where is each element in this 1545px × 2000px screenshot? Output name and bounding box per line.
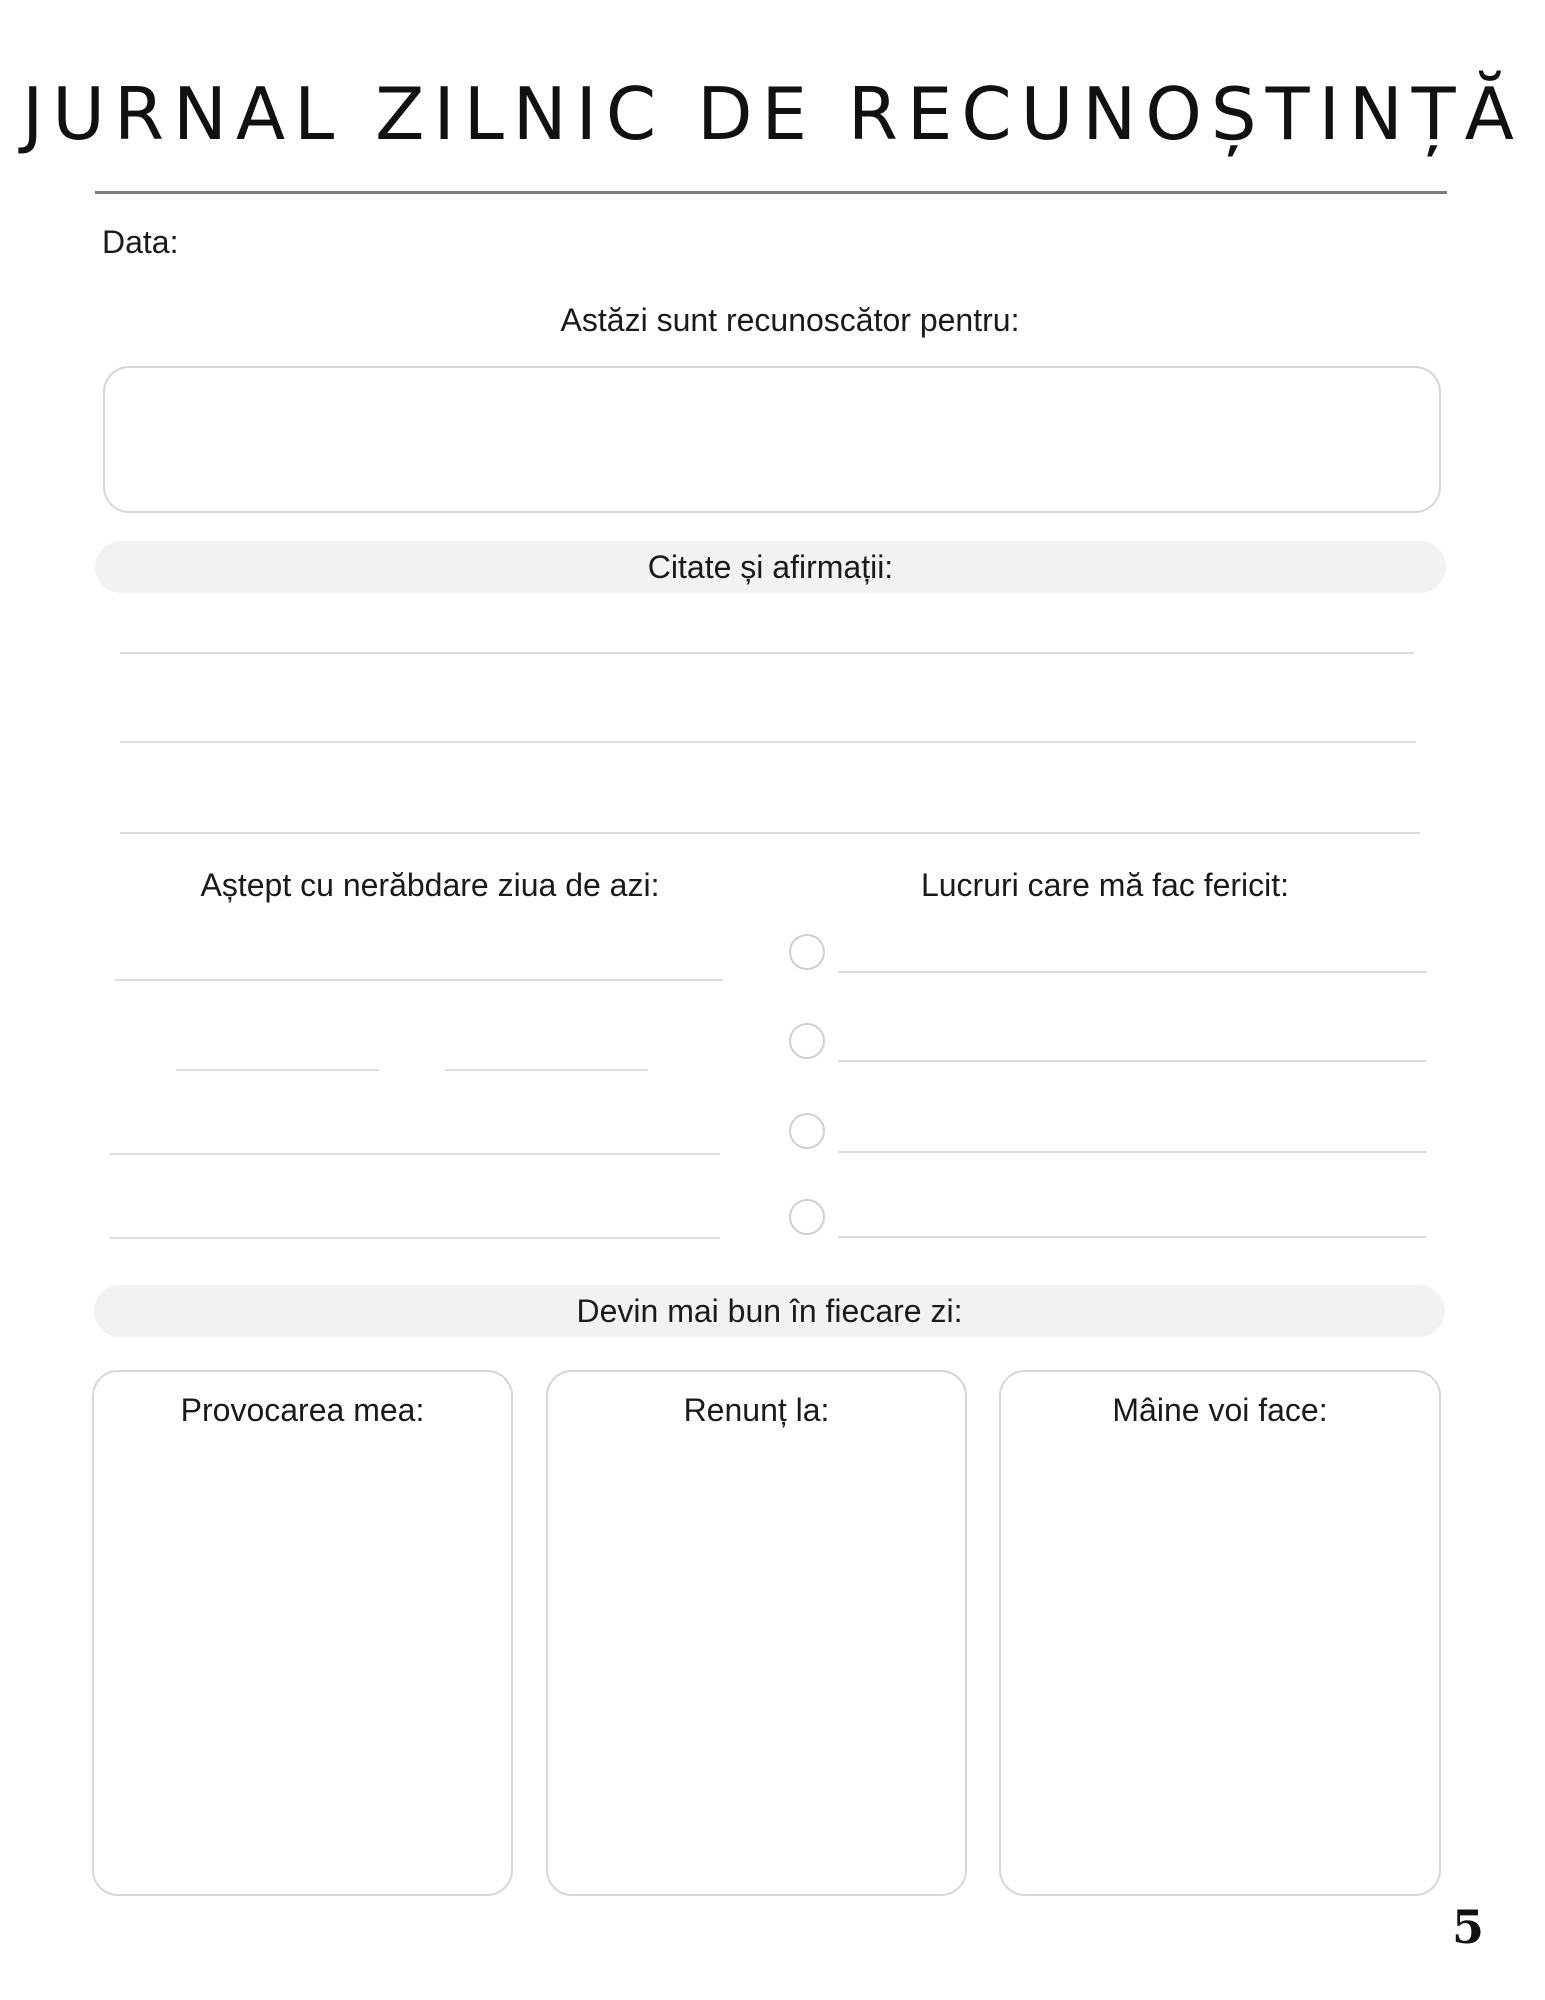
- happy-line-3[interactable]: [838, 1151, 1427, 1153]
- happy-things-label: Lucruri care mă fac fericit:: [920, 867, 1290, 903]
- tomorrow-box[interactable]: [999, 1370, 1441, 1896]
- happy-checkbox-4[interactable]: [789, 1199, 825, 1235]
- quotes-label: Citate și afirmații:: [647, 548, 894, 585]
- let-go-label: Renunț la:: [683, 1392, 830, 1428]
- quotes-line-3[interactable]: [120, 832, 1420, 834]
- challenge-box[interactable]: [92, 1370, 513, 1896]
- looking-forward-line-4[interactable]: [110, 1237, 720, 1239]
- quotes-line-2[interactable]: [120, 741, 1416, 743]
- improvement-header: [94, 1285, 1445, 1337]
- happy-line-4[interactable]: [838, 1236, 1427, 1238]
- looking-forward-label: Aștept cu nerăbdare ziua de azi:: [200, 867, 660, 903]
- happy-checkbox-2[interactable]: [789, 1023, 825, 1059]
- looking-forward-line-2a[interactable]: [176, 1069, 379, 1071]
- let-go-box[interactable]: [546, 1370, 967, 1896]
- looking-forward-line-3[interactable]: [110, 1153, 720, 1155]
- gratitude-writing-box[interactable]: [103, 366, 1441, 513]
- happy-line-2[interactable]: [838, 1060, 1427, 1062]
- tomorrow-label: Mâine voi face:: [1112, 1392, 1328, 1428]
- quotes-line-1[interactable]: [120, 652, 1414, 654]
- happy-checkbox-1[interactable]: [789, 934, 825, 970]
- page-title: JURNAL ZILNIC DE RECUNOȘTINȚĂ: [22, 72, 1523, 156]
- improvement-label: Devin mai bun în fiecare zi:: [576, 1292, 963, 1329]
- title-divider: [95, 191, 1447, 194]
- happy-line-1[interactable]: [838, 971, 1427, 973]
- page-number: 5: [1452, 1900, 1485, 1954]
- gratitude-label: Astăzi sunt recunoscător pentru:: [560, 302, 1020, 338]
- looking-forward-line-2b[interactable]: [445, 1069, 648, 1071]
- happy-checkbox-3[interactable]: [789, 1113, 825, 1149]
- looking-forward-line-1[interactable]: [115, 979, 723, 981]
- date-label: Data:: [102, 224, 179, 260]
- quotes-header: [95, 541, 1446, 593]
- challenge-label: Provocarea mea:: [180, 1392, 425, 1428]
